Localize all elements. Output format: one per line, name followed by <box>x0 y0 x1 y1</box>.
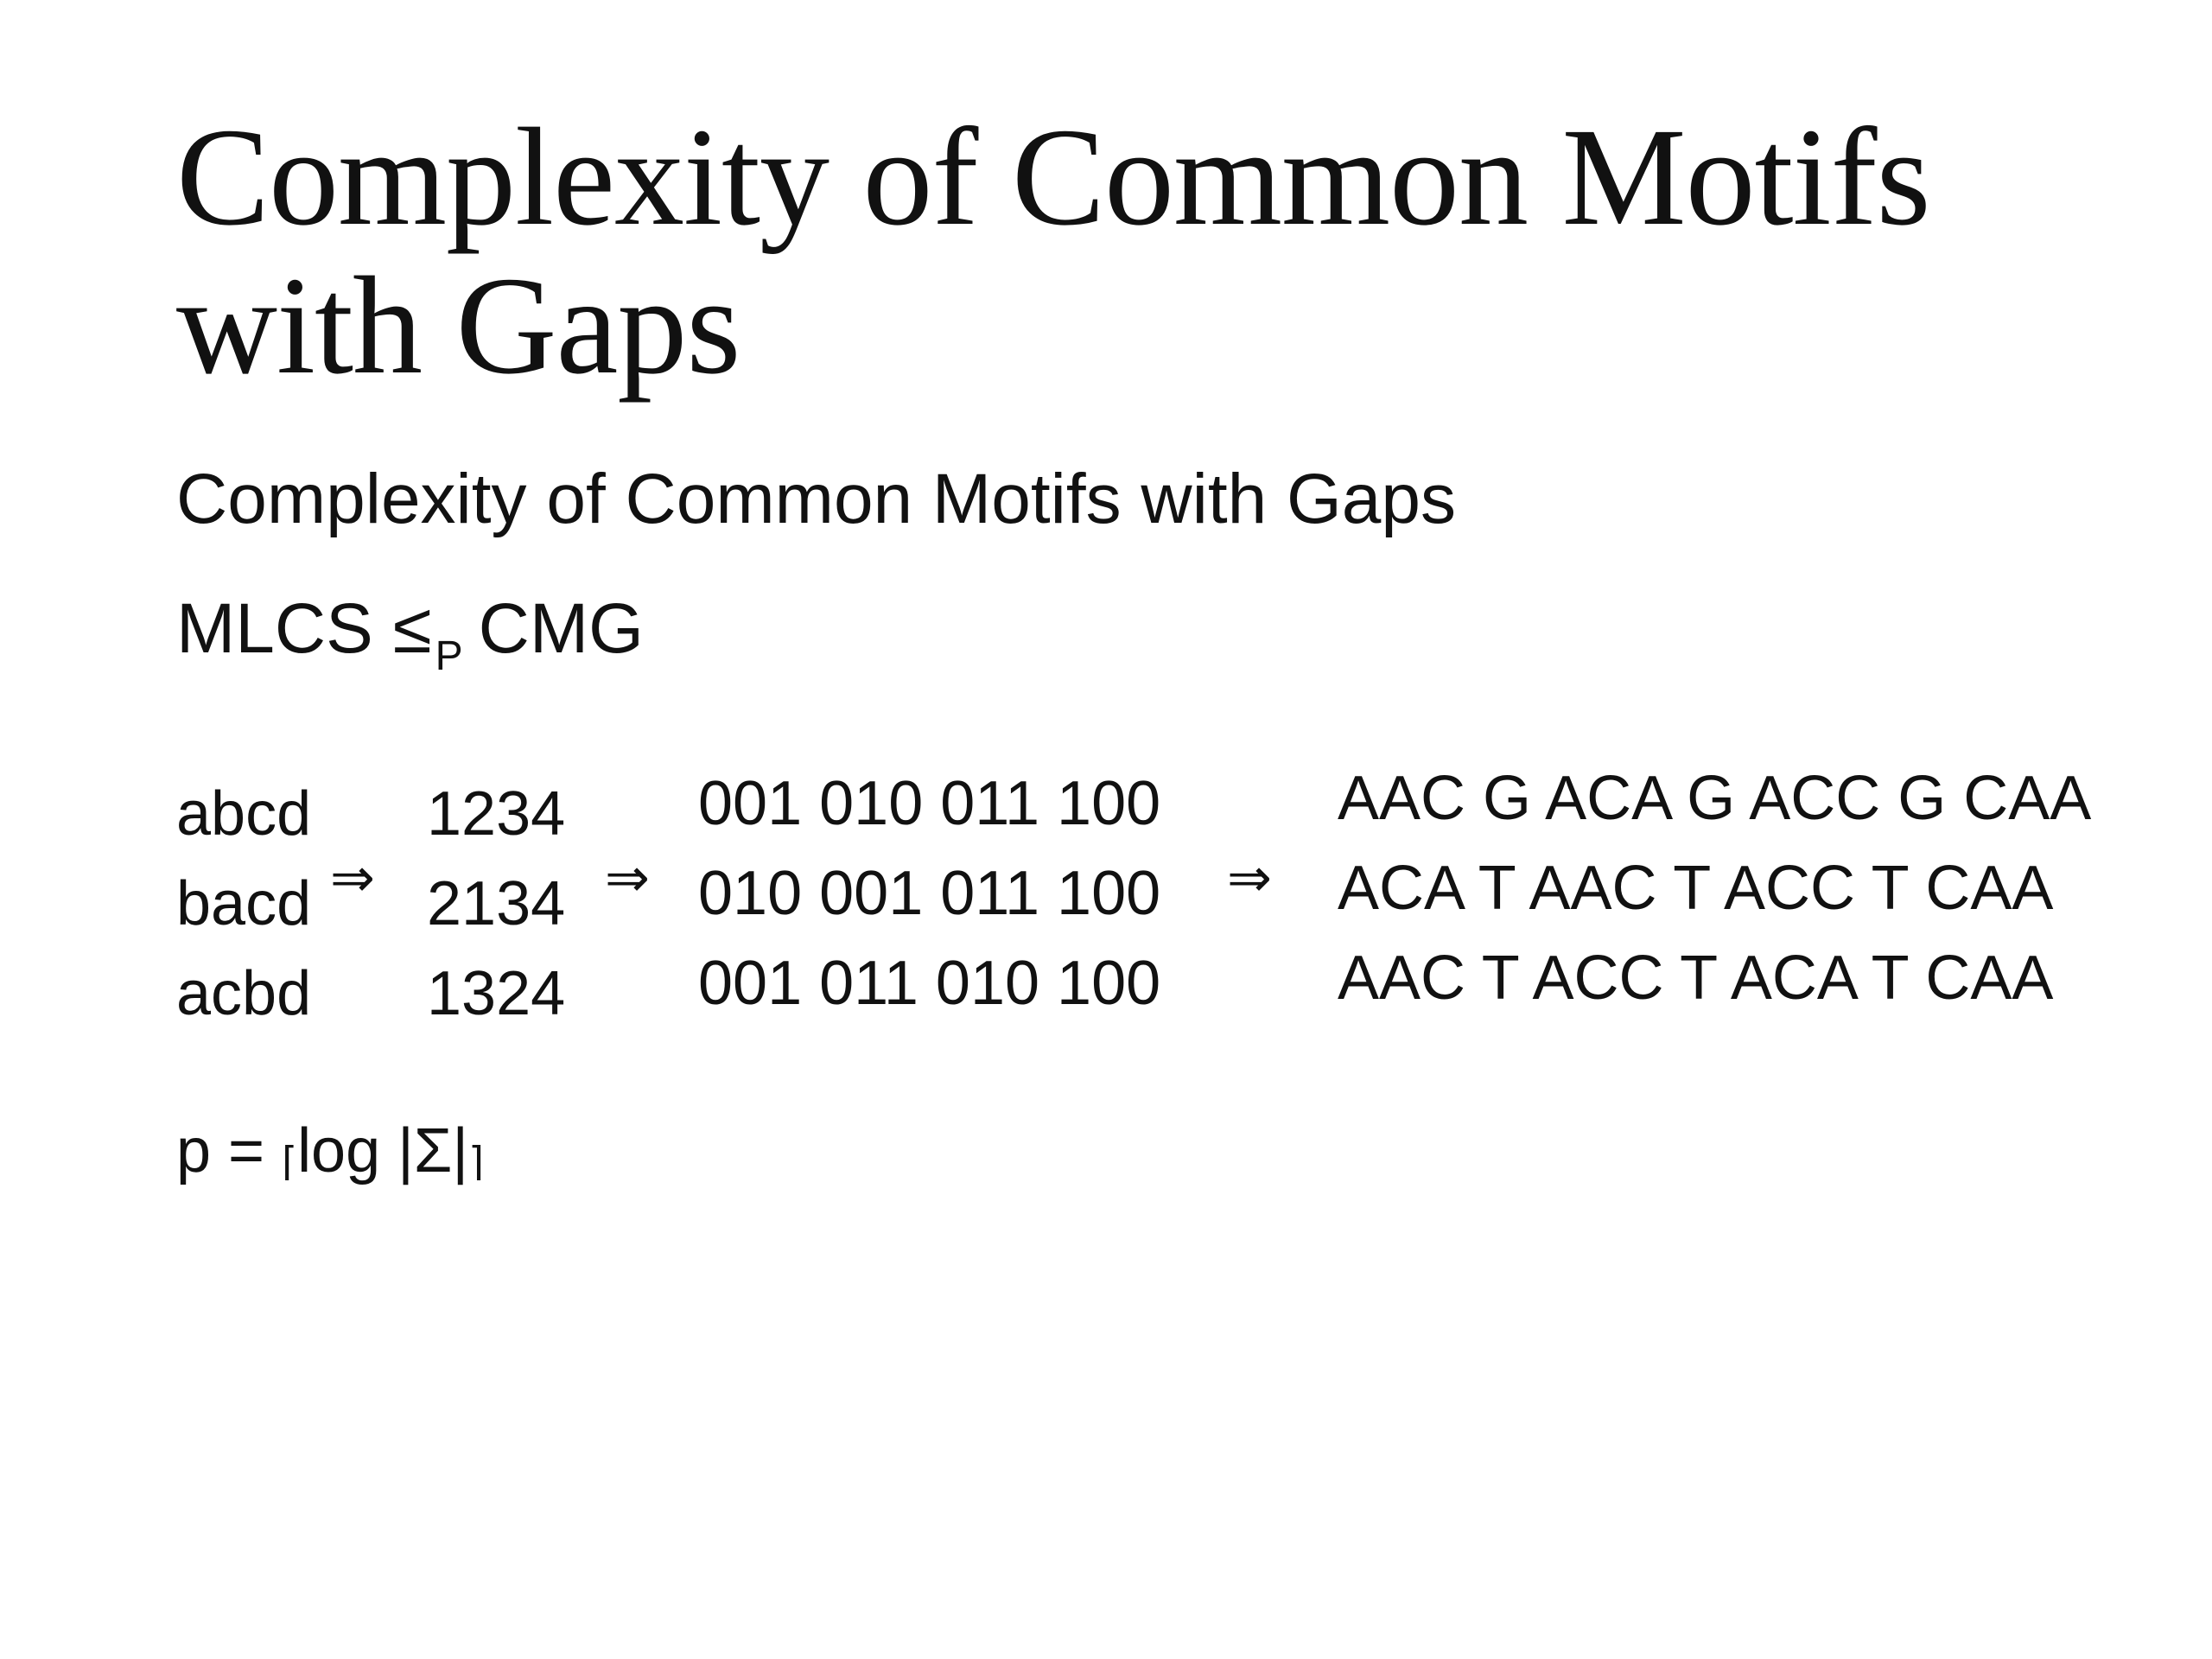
letter-string: acbd <box>176 959 312 1028</box>
slide-title <box>176 100 2077 404</box>
binary-strings-column <box>698 759 1160 1028</box>
dna-string: AAC T ACC T ACA T CAA <box>1338 944 2054 1013</box>
reduction-subscript: P <box>435 633 463 679</box>
slide-title-line-2: with Gaps <box>176 249 741 404</box>
dna-string: AAC G ACA G ACC G CAA <box>1338 764 2092 833</box>
binary-string: 001 011 010 100 <box>698 949 1161 1018</box>
ceil-right-icon: ⌉ <box>468 1138 485 1185</box>
reduction-lhs: MLCS ≤ <box>176 589 432 668</box>
binary-string: 010 001 011 100 <box>698 859 1161 928</box>
number-string: 1324 <box>427 959 566 1028</box>
ceil-left-icon: ⌈ <box>282 1138 298 1185</box>
reduction-statement <box>176 586 644 679</box>
letter-string: bacd <box>176 869 312 938</box>
formula-body: log |Σ| <box>297 1116 469 1185</box>
implies-arrow-icon: ⇒ <box>330 846 375 909</box>
formula-prefix: p = <box>176 1116 283 1185</box>
letter-strings-column <box>176 769 311 1039</box>
dna-string: ACA T AAC T ACC T CAA <box>1338 854 2054 923</box>
number-string: 2134 <box>427 869 566 938</box>
number-strings-column <box>427 769 565 1039</box>
formula <box>176 1108 484 1205</box>
reduction-rhs: CMG <box>478 589 644 668</box>
bullet-heading: Complexity of Common Motifs with Gaps <box>176 460 1457 538</box>
implies-arrow-icon: ⇒ <box>1227 846 1272 909</box>
implies-arrow-icon: ⇒ <box>605 846 650 909</box>
slide-title-line-1: Complexity of Common Motifs <box>176 100 1930 255</box>
letter-string: abcd <box>176 779 312 849</box>
dna-strings-column <box>1338 753 2091 1023</box>
binary-string: 001 010 011 100 <box>698 769 1161 838</box>
number-string: 1234 <box>427 779 566 849</box>
